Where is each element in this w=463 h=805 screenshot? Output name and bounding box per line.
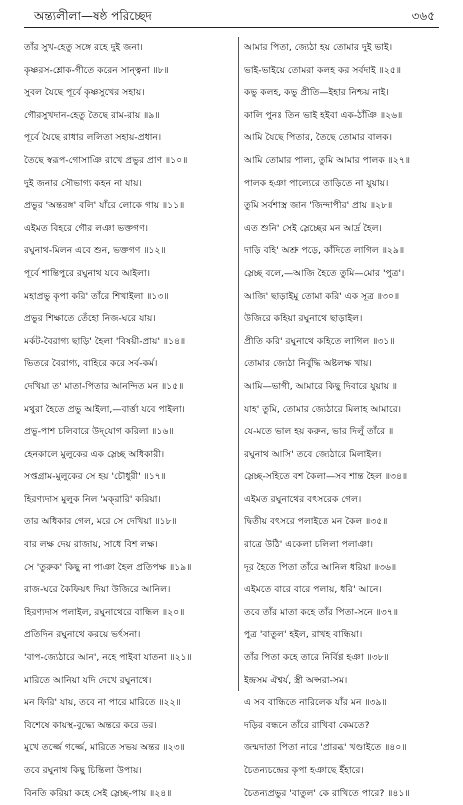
verse-line: হিরণ্যদাস মুলুক নিল 'মক্‌রারি' করিয়া। [24, 493, 161, 505]
verse-line: ভিতরে বৈরাগ্য, বাহিরে করে সর্ব-কর্ম। [24, 358, 158, 370]
verse-line: সুবল যৈছে পূর্বে কৃষ্ণসুখের সহায়। [24, 87, 145, 99]
verse-line: স্লেচ্ছ বলে,—আজি হৈতে তুমি—মোর 'পুত্র'। [244, 267, 405, 279]
verse-line: দূর হৈতে পিতা তাঁরে আনিল ধরিয়া ॥৩৬॥ [244, 561, 397, 573]
verse-line: প্রীতি করি' রঘুনাথে কহিতে লাগিল ॥৩১॥ [244, 335, 395, 347]
verse-line: চৈতন্যপ্রভুর 'বাতুল' কে রাখিতে পারে? ॥৪১॥ [244, 787, 410, 799]
verse-line: পালক হঞা পাল্যেরে তাড়িতে না যুয়ায়। [244, 177, 389, 189]
verse-line: সপ্তগ্রাম-মুলুকের সে হয় 'চৌধুরী' ॥১৭॥ [24, 471, 166, 483]
verse-line: দেখিয়া ত' মাতা-পিতার আনন্দিত মন ॥১৫॥ [24, 380, 184, 392]
verse-line: ভাই-ভাইয়ে তোমরা কলহ কর সর্বদাই ॥২৫॥ [244, 64, 402, 76]
verse-line: রাত্রে উঠি' একেলা চলিলা পলাঞা। [244, 539, 374, 551]
verse-line: রঘুনাথ-মিলন এবে শুন, ভক্তগণ ॥১২॥ [24, 245, 166, 257]
verse-line: হিরণ্যদাস পলাইল, রঘুনাথেরে বান্ধিল ॥২০॥ [24, 606, 185, 618]
verse-line: স্লেচ্ছ-সহিতে বশ কৈলা—সব শান্ত হৈল ॥৩৪॥ [244, 471, 408, 483]
verse-line: রাজ-ঘরে কৈফিয়ৎ দিয়া উজিরে আনিল। [24, 584, 171, 596]
verse-line: গৌরসুখদান-হেতু তৈছে রাম-রায় ॥৯॥ [24, 109, 160, 121]
verse-line: বার লক্ষ দেয় রাজায়, সাধে বিশ লক্ষ। [24, 539, 158, 551]
verse-line: এইমত বিহরে গৌর লঞা ভক্তগণ। [24, 222, 149, 234]
verse-line: মর্কট-বৈরাগ্য ছাড়ি' হৈলা 'বিষয়ী-প্রায়' ॥১৪॥ [24, 335, 186, 347]
verse-line: তোমার জ্যেঠা নির্বুদ্ধি অষ্টলক্ষ খায়। [244, 358, 372, 370]
verse-line: দ্বিতীয় বৎসরে পলাইতে মন কৈল ॥৩৫॥ [244, 516, 388, 528]
verse-line: কৃষ্ণরস-শ্লোক-গীতে করেন সান্ত্বনা ॥৮॥ [24, 64, 169, 76]
verse-line: মথুরা হৈতে প্রভু আইলা,—বার্ত্তা যবে পাইলা। [24, 403, 185, 415]
verse-line: যাহ' তুমি, তোমার জ্যেঠারে মিলাহ আমারে। [244, 403, 402, 415]
verse-line: ইন্দ্রসম ঐশ্বর্য, স্ত্রী অপ্সরা-সম। [244, 674, 348, 686]
verse-line: প্রভু-পাশ চলিবারে উদ্‌যোগ করিলা ॥১৬॥ [24, 426, 174, 438]
right-column [244, 37, 456, 805]
running-title: অন্ত্যলীলা—ষষ্ঠ পরিচ্ছেদ [34, 9, 152, 23]
verse-line: আমি—ভাগী, আমারে কিছু দিবারে যুয়ায় ॥ [244, 380, 398, 392]
verse-line: প্রভুর শিক্ষাতে তেঁহো নিজ-ঘরে যায়। [24, 313, 156, 325]
verse-line: সে 'তুরুক' কিছু না পাঞা হৈল প্রতিপক্ষ ॥১৯॥ [24, 561, 192, 573]
verse-line: এইমত রঘুনাথের বৎসরেক গেল। [244, 493, 362, 505]
verse-line: মারিতে আনিয়া যদি দেখে রঘুনাথে। [24, 674, 152, 686]
verse-line: দড়ির বন্ধনে তাঁরে রাখিবা কেমতে? [244, 719, 370, 731]
verse-line: বিশেষে কায়স্থ-বুদ্ধ্যে অন্তরে করে ডর। [24, 719, 157, 731]
column-divider [238, 37, 239, 691]
verse-line: 'বাপ-জ্যেঠারে আন', নহে পাইবা যাতনা ॥২১॥ [24, 652, 192, 664]
page-header [0, 8, 463, 26]
verse-line: প্রভুর 'অন্তরঙ্গ' বলি' যাঁরে লোকে গায় ॥১১॥ [24, 200, 185, 212]
verse-line: মুখে তর্জ্জে গর্জ্জে, মারিতে সভয় অন্তর ॥২৩॥ [24, 742, 185, 754]
verse-line: প্রতিদিন রঘুনাথে করয়ে ভর্ৎসনা। [24, 629, 141, 641]
verse-line: আমার পিতা, জ্যেঠা হয় তোমার দুই ভাই। [244, 42, 393, 53]
verse-line: মহাপ্রভু কৃপা করি' তাঁরে শিখাইলা ॥১৩॥ [24, 290, 169, 302]
verse-line: তাঁর সুখ-হেতু সঙ্গে রহে দুই জনা। [24, 42, 143, 53]
left-column [24, 37, 236, 805]
verse-line: তার অধিকার গেল, মরে সে দেখিয়া ॥১৮॥ [24, 516, 177, 528]
verse-line: দাড়ি বহি' অশ্রু পড়ে, কাঁদিতে লাগিল ॥২৯॥ [244, 245, 405, 257]
verse-line: পূর্বে শান্তিপুরে রঘুনাথ যবে আইলা। [24, 267, 150, 279]
verse-line: রঘুনাথ আসি' তবে জ্যেঠারে মিলাইল। [244, 448, 382, 460]
verse-line: হেনকালে মুলুকের এক স্লেচ্ছ অধিকারী। [24, 448, 165, 460]
verse-line: তবে তাঁর মাতা কহে তাঁর পিতা-সনে ॥৩৭॥ [244, 606, 399, 618]
verse-line: বিনতি করিয়া কহে সেই স্লেচ্ছ-পায় ॥২৪॥ [24, 787, 172, 799]
verse-line: তবে রঘুনাথ কিছু চিন্তিলা উপায়। [24, 765, 142, 776]
verse-line: তৈছে স্বরূপ-গোসাঞি রাখে প্রভুর প্রাণ ॥১০॥ [24, 154, 188, 166]
verse-line: এ সব বান্ধিতে নারিলেক যাঁর মন ॥৩৯॥ [244, 697, 387, 709]
verse-line: যে-মতে ভাল হয় করুন, ভার দিলুঁ তাঁরে ॥ [244, 426, 394, 438]
verse-line: এত শুনি' সেই স্লেচ্ছের মন আর্দ্র হৈল। [244, 222, 382, 234]
verse-line: পুত্র 'বাতুল' হইল, রাখহ বান্ধিয়া। [244, 629, 363, 641]
verse-line: উজিরে কহিয়া রঘুনাথে ছাড়াইল। [244, 313, 363, 325]
verse-line: কালি পুনঃ তিন ভাই হইবা এক-ঠাঁঞি ॥২৬॥ [244, 109, 403, 121]
verse-line: আমি যৈছে পিতার, তৈছে তোমার বালক। [244, 132, 393, 144]
header-rule [24, 27, 439, 28]
verse-line: আমি তোমার পাল্য, তুমি আমার পালক ॥২৭॥ [244, 154, 411, 166]
verse-line: চৈতন্যচন্দ্রের কৃপা হঞাছে ইঁহারে। [244, 765, 364, 776]
verse-line: এইমতে বারে বারে পলায়, ধরি' আনে। [244, 584, 382, 596]
page-number: ৩৬৫ [411, 9, 435, 23]
verse-line: মন ফিরি' যায়, তবে না পারে মারিতে ॥২২॥ [24, 697, 181, 709]
verse-line: পূর্বে যৈছে রাধার ললিতা সহায়-প্রধান। [24, 132, 162, 144]
verse-line: তাঁর পিতা কহে তারে নির্বিণ্ণ হঞা ॥৩৮॥ [244, 652, 389, 664]
verse-line: আজি' ছাড়াইমু তোমা করি' এক সূত্র ॥৩০॥ [244, 290, 400, 302]
verse-line: জন্মদাতা পিতা নারে 'প্রারব্ধ' খণ্ডাইতে ॥৪০॥ [244, 742, 407, 754]
verse-line: কভু কলহ, কভু প্রীতি—ইহার নিশ্চয় নাই। [244, 87, 389, 99]
verse-line: তুমি সর্বশাস্ত্র জান 'জিন্দাপীর' প্রায় ॥২৮॥ [244, 200, 393, 212]
verse-line: দুই জনার সৌভাগ্য কহন না যায়। [24, 177, 142, 189]
